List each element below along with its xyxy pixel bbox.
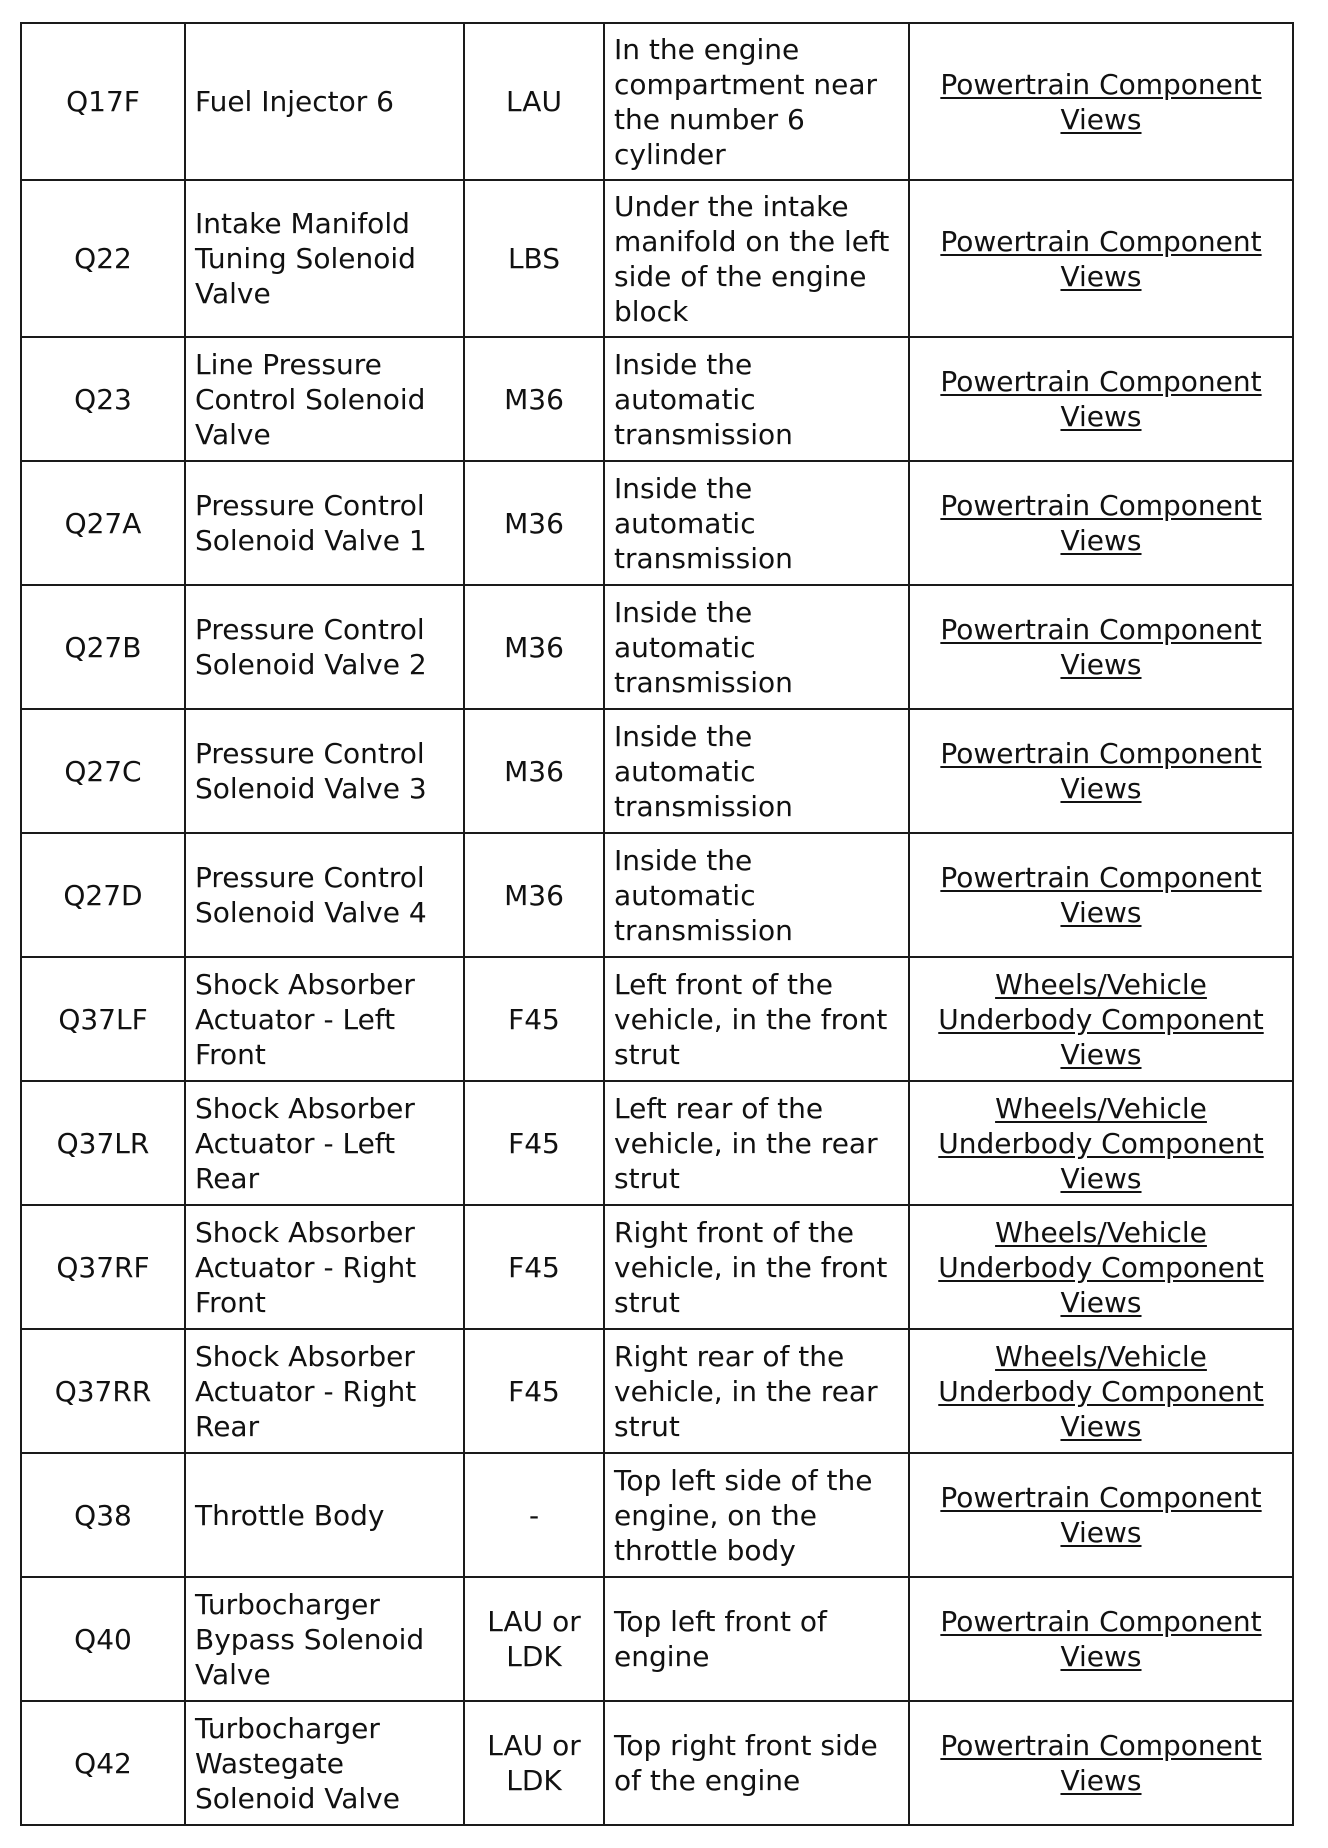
- component-view-link[interactable]: Powertrain Component Views: [940, 489, 1262, 557]
- component-location: Under the intake manifold on the left side of the engine block: [604, 180, 909, 337]
- view-cell: [909, 957, 1293, 1081]
- view-cell: [909, 180, 1293, 337]
- component-location: Left front of the vehicle, in the front strut: [604, 957, 909, 1081]
- table-row: [21, 1205, 1293, 1329]
- connector-code: F45: [464, 1081, 604, 1205]
- component-name: Turbocharger Wastegate Solenoid Valve: [185, 1701, 464, 1825]
- view-cell: [909, 833, 1293, 957]
- connector-code: M36: [464, 833, 604, 957]
- component-name: Turbocharger Bypass Solenoid Valve: [185, 1577, 464, 1701]
- component-view-link[interactable]: Powertrain Component Views: [940, 224, 1262, 293]
- component-ref: Q22: [21, 180, 185, 337]
- table-row: [21, 585, 1293, 709]
- component-view-link[interactable]: Powertrain Component Views: [940, 365, 1262, 433]
- component-location: Right rear of the vehicle, in the rear strut: [604, 1329, 909, 1453]
- component-ref: Q23: [21, 337, 185, 461]
- table-row: [21, 180, 1293, 337]
- component-name: Shock Absorber Actuator - Right Front: [185, 1205, 464, 1329]
- component-ref: Q42: [21, 1701, 185, 1825]
- view-cell: [909, 1205, 1293, 1329]
- component-view-link[interactable]: Wheels/Vehicle Underbody Component Views: [938, 967, 1264, 1071]
- view-cell: [909, 337, 1293, 461]
- component-name: Line Pressure Control Solenoid Valve: [185, 337, 464, 461]
- component-view-link[interactable]: Powertrain Component Views: [940, 861, 1262, 929]
- component-ref: Q37LF: [21, 957, 185, 1081]
- component-view-link[interactable]: Powertrain Component Views: [940, 1481, 1262, 1549]
- table-row: [21, 1701, 1293, 1825]
- table-row: [21, 337, 1293, 461]
- component-name: Shock Absorber Actuator - Left Front: [185, 957, 464, 1081]
- component-ref: Q27A: [21, 461, 185, 585]
- component-ref: Q27D: [21, 833, 185, 957]
- component-name: Pressure Control Solenoid Valve 4: [185, 833, 464, 957]
- table-row: [21, 957, 1293, 1081]
- component-location: Inside the automatic transmission: [604, 833, 909, 957]
- component-ref: Q40: [21, 1577, 185, 1701]
- component-ref: Q37RF: [21, 1205, 185, 1329]
- component-ref: Q37LR: [21, 1081, 185, 1205]
- component-location: Inside the automatic transmission: [604, 709, 909, 833]
- component-ref: Q27C: [21, 709, 185, 833]
- connector-code: M36: [464, 709, 604, 833]
- view-cell: [909, 1453, 1293, 1577]
- connector-code: F45: [464, 1329, 604, 1453]
- component-ref: Q37RR: [21, 1329, 185, 1453]
- connector-code: F45: [464, 957, 604, 1081]
- component-view-link[interactable]: Wheels/Vehicle Underbody Component Views: [938, 1339, 1264, 1443]
- connector-code: LAU or LDK: [464, 1701, 604, 1825]
- component-location: In the engine compartment near the number 6 cylinder: [604, 23, 909, 180]
- view-cell: [909, 23, 1293, 180]
- component-view-link[interactable]: Powertrain Component Views: [940, 737, 1262, 805]
- component-locator-table: [20, 22, 1294, 1826]
- component-view-link[interactable]: Powertrain Component Views: [940, 613, 1262, 681]
- component-name: Pressure Control Solenoid Valve 1: [185, 461, 464, 585]
- component-location: Right front of the vehicle, in the front strut: [604, 1205, 909, 1329]
- table-row: [21, 1577, 1293, 1701]
- component-location: Top right front side of the engine: [604, 1701, 909, 1825]
- connector-code: -: [464, 1453, 604, 1577]
- table-row: [21, 23, 1293, 180]
- component-ref: Q27B: [21, 585, 185, 709]
- connector-code: LBS: [464, 180, 604, 337]
- component-name: Shock Absorber Actuator - Left Rear: [185, 1081, 464, 1205]
- component-location: Inside the automatic transmission: [604, 585, 909, 709]
- component-location: Top left front of engine: [604, 1577, 909, 1701]
- connector-code: M36: [464, 461, 604, 585]
- component-name: Pressure Control Solenoid Valve 3: [185, 709, 464, 833]
- component-view-link[interactable]: Powertrain Component Views: [940, 67, 1262, 136]
- component-ref: Q17F: [21, 23, 185, 180]
- component-location: Left rear of the vehicle, in the rear strut: [604, 1081, 909, 1205]
- table-row: [21, 1081, 1293, 1205]
- component-ref: Q38: [21, 1453, 185, 1577]
- component-view-link[interactable]: Powertrain Component Views: [940, 1605, 1262, 1673]
- component-name: Fuel Injector 6: [185, 23, 464, 180]
- connector-code: M36: [464, 585, 604, 709]
- table-row: [21, 1329, 1293, 1453]
- component-view-link[interactable]: Wheels/Vehicle Underbody Component Views: [938, 1215, 1264, 1319]
- component-name: Intake Manifold Tuning Solenoid Valve: [185, 180, 464, 337]
- connector-code: LAU or LDK: [464, 1577, 604, 1701]
- component-name: Shock Absorber Actuator - Right Rear: [185, 1329, 464, 1453]
- connector-code: LAU: [464, 23, 604, 180]
- connector-code: M36: [464, 337, 604, 461]
- table-row: [21, 709, 1293, 833]
- component-view-link[interactable]: Powertrain Component Views: [940, 1729, 1262, 1797]
- component-location: Top left side of the engine, on the throttle body: [604, 1453, 909, 1577]
- table-row: [21, 1453, 1293, 1577]
- component-name: Pressure Control Solenoid Valve 2: [185, 585, 464, 709]
- component-location: Inside the automatic transmission: [604, 337, 909, 461]
- component-view-link[interactable]: Wheels/Vehicle Underbody Component Views: [938, 1091, 1264, 1195]
- view-cell: [909, 1577, 1293, 1701]
- view-cell: [909, 709, 1293, 833]
- connector-code: F45: [464, 1205, 604, 1329]
- view-cell: [909, 461, 1293, 585]
- component-name: Throttle Body: [185, 1453, 464, 1577]
- view-cell: [909, 1081, 1293, 1205]
- view-cell: [909, 1329, 1293, 1453]
- view-cell: [909, 585, 1293, 709]
- view-cell: [909, 1701, 1293, 1825]
- table-row: [21, 833, 1293, 957]
- component-location: Inside the automatic transmission: [604, 461, 909, 585]
- table-row: [21, 461, 1293, 585]
